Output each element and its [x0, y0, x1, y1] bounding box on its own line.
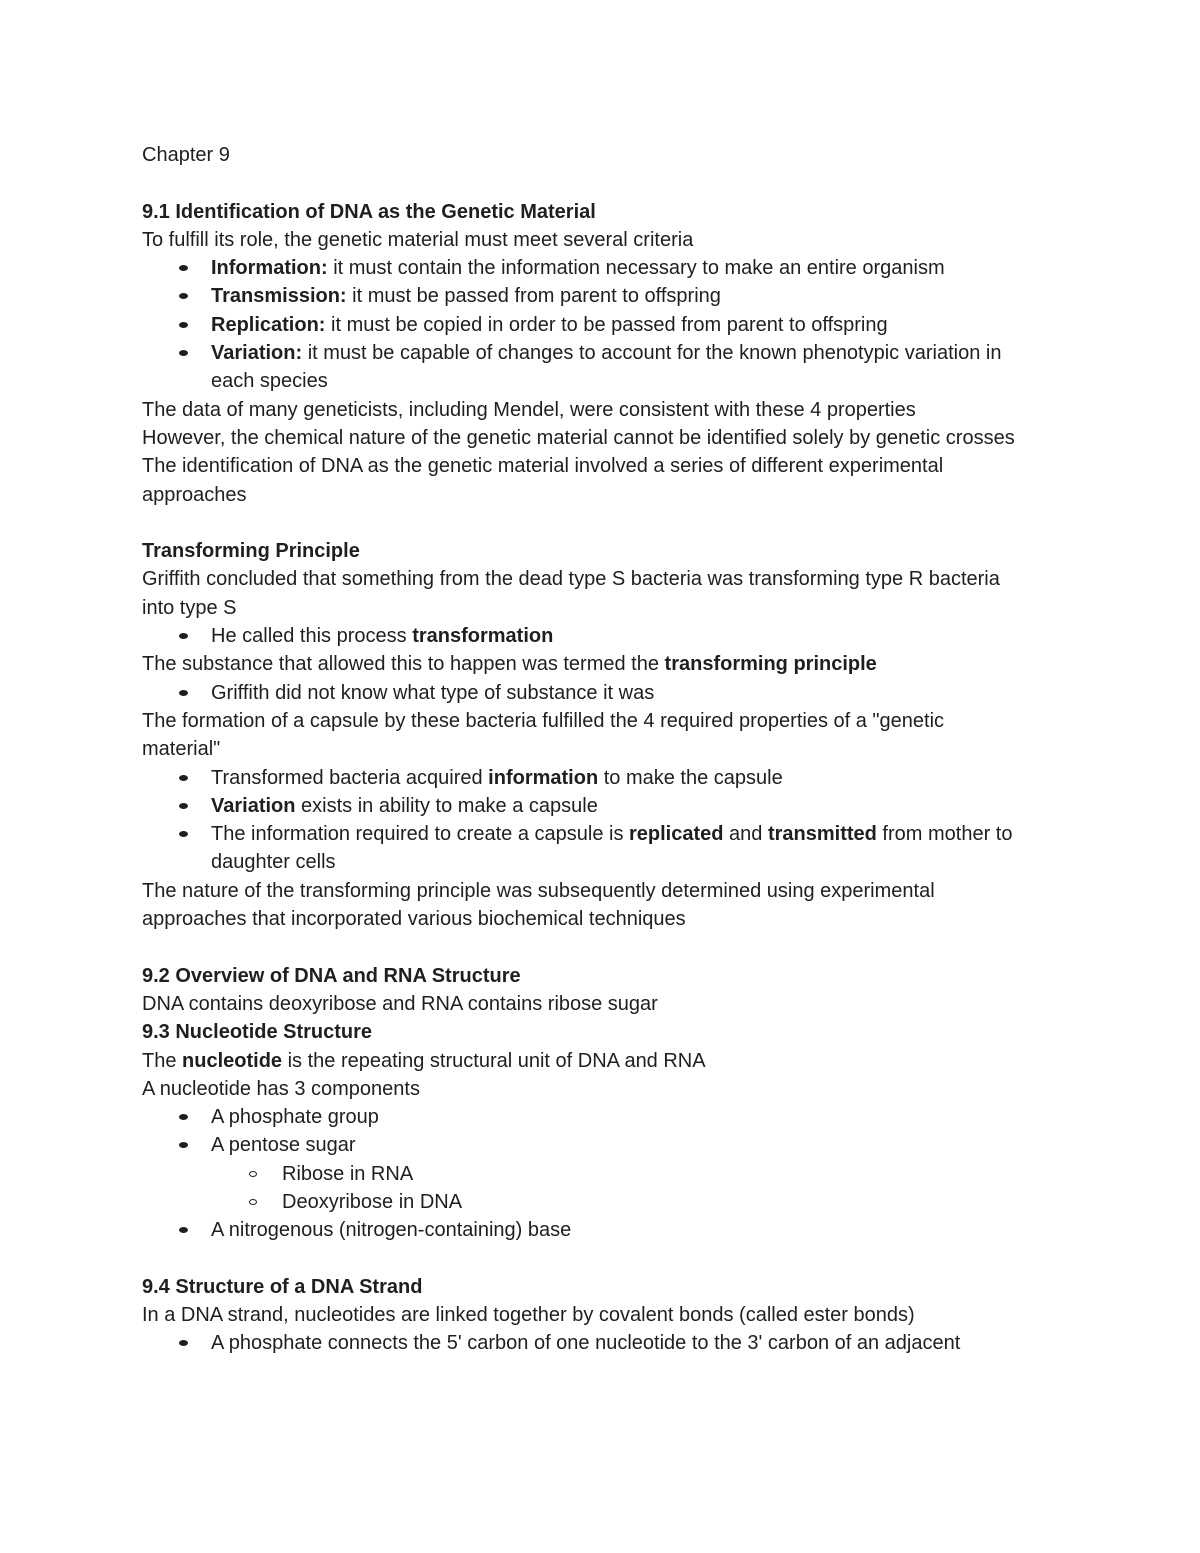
transforming-principle-heading: Transforming Principle [142, 540, 360, 563]
list-item: Griffith did not know what type of substance it was [142, 679, 1082, 707]
sub-bullet-list [142, 1160, 1082, 1217]
section-9-2-heading: 9.2 Overview of DNA and RNA Structure [142, 964, 521, 987]
paragraph: The substance that allowed this to happen was termed the transforming principle [142, 653, 877, 676]
paragraph: DNA contains deoxyribose and RNA contains ribose sugar [142, 992, 658, 1015]
bullet-list [142, 622, 1082, 650]
paragraph: The data of many geneticists, including Mendel, were consistent with these 4 properties [142, 398, 916, 421]
criteria-list [142, 254, 1082, 395]
paragraph: The nucleotide is the repeating structural unit of DNA and RNA [142, 1049, 706, 1072]
paragraph: The formation of a capsule by these bacteria fulfilled the 4 required properties of a "genetic material" [142, 709, 945, 761]
bullet-list [142, 1216, 1082, 1244]
paragraph: Griffith concluded that something from the dead type S bacteria was transforming type R bacteria into type S [142, 568, 1000, 619]
paragraph: A nucleotide has 3 components [142, 1077, 420, 1100]
list-item: A phosphate group [142, 1103, 1082, 1131]
list-item: Transformed bacteria acquired information to make the capsule [142, 764, 1082, 792]
paragraph: In a DNA strand, nucleotides are linked together by covalent bonds (called ester bonds) [142, 1304, 915, 1327]
list-item: A phosphate connects the 5' carbon of one nucleotide to the 3' carbon of an adjacent [142, 1329, 1082, 1357]
list-item: Variation exists in ability to make a capsule [142, 792, 1082, 820]
criteria-item: Information: it must contain the information necessary to make an entire organism [142, 254, 1082, 282]
bullet-list [142, 764, 1082, 877]
list-item: A nitrogenous (nitrogen-containing) base [142, 1216, 1082, 1244]
bullet-list [142, 1329, 1082, 1357]
section-9-3-heading: 9.3 Nucleotide Structure [142, 1021, 373, 1044]
list-item: The information required to create a capsule is replicated and transmitted from mother to daughter cells [142, 820, 1061, 877]
section-9-1-heading: 9.1 Identification of DNA as the Genetic Material [142, 200, 596, 223]
bullet-list [142, 1103, 1082, 1160]
criteria-item: Replication: it must be copied in order to be passed from parent to offspring [142, 311, 1082, 339]
list-item: He called this process transformation [142, 622, 1082, 650]
paragraph: However, the chemical nature of the genetic material cannot be identified solely by genetic crosses [142, 426, 1015, 449]
section-9-1-intro: To fulfill its role, the genetic material must meet several criteria [142, 228, 694, 251]
criteria-item: Variation: it must be capable of changes to account for the known phenotypic variation in each species [142, 339, 1031, 396]
chapter-title: Chapter 9 [142, 144, 230, 166]
sub-list-item: Ribose in RNA [142, 1160, 1082, 1188]
document-body [142, 141, 1082, 1358]
sub-list-item: Deoxyribose in DNA [142, 1188, 1082, 1216]
bullet-list [142, 679, 1082, 707]
criteria-item: Transmission: it must be passed from parent to offspring [142, 282, 1082, 310]
paragraph: The identification of DNA as the genetic material involved a series of different experimental approaches [142, 455, 944, 506]
paragraph: The nature of the transforming principle was subsequently determined using experimental approaches that incorporated various biochemical techniques [142, 879, 935, 931]
section-9-4-heading: 9.4 Structure of a DNA Strand [142, 1275, 423, 1298]
list-item: A pentose sugar [142, 1131, 1082, 1159]
